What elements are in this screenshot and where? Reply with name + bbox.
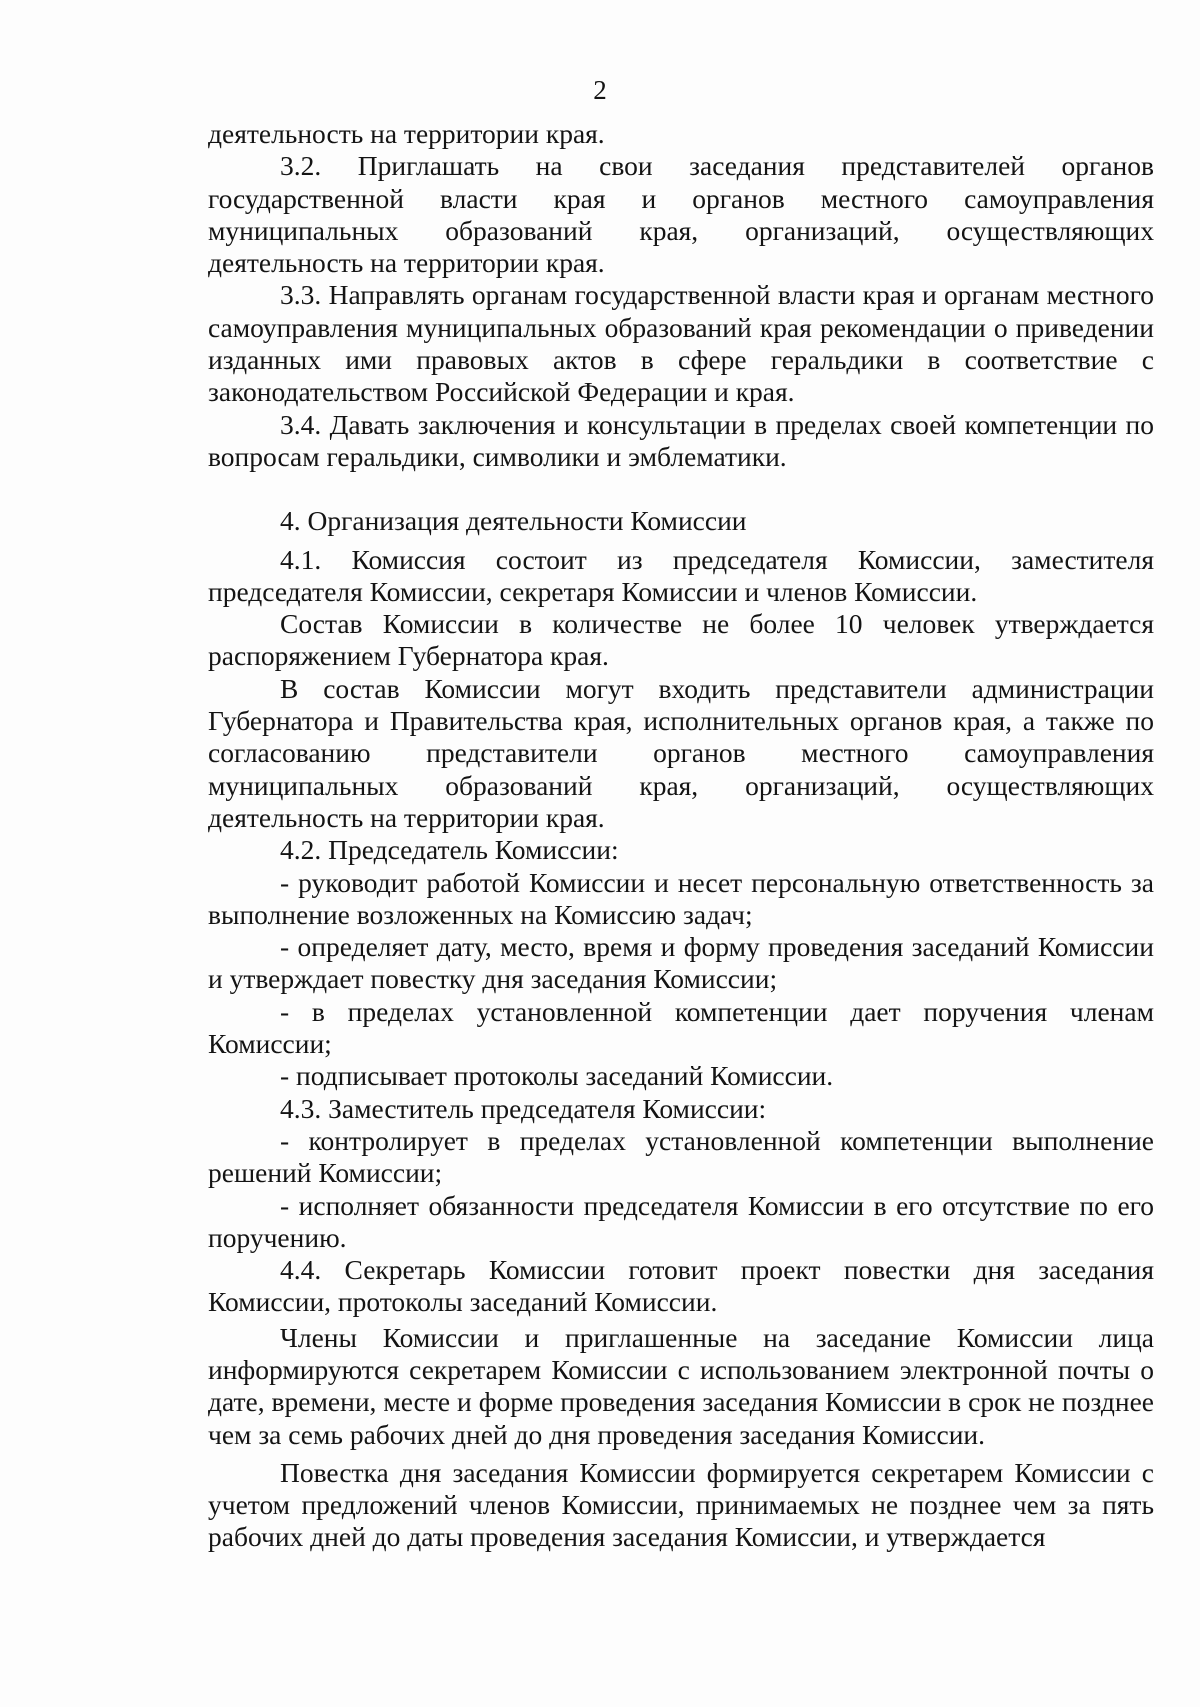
section-heading-4: 4. Организация деятельности Комиссии: [280, 505, 747, 537]
list-item-deputy-duty-1: - контролирует в пределах установленной компетенции выполнение решений Комиссии;: [208, 1124, 1154, 1189]
paragraph-continuation: деятельность на территории края.: [208, 118, 605, 149]
paragraph-4-4: 4.4. Секретарь Комиссии готовит проект повестки дня заседания Комиссии, протоколы заседаний Комиссии.: [208, 1254, 1154, 1318]
paragraph-notification: Члены Комиссии и приглашенные на заседание Комиссии лица информируются секретарем Комиссии с использованием электронной почты о дате, времени, месте и форме проведения заседания Комиссии в срок не позднее чем за семь рабочих дней до дня проведения заседания Комиссии.: [208, 1321, 1154, 1450]
paragraph-3-3: 3.3. Направлять органам государственной власти края и органам местного самоуправления муниципальных образований края рекомендации о приведении изданных ими правовых актов в сфере геральдики в соответствие с законодательством Российской Федерации и края.: [208, 279, 1154, 408]
list-item-deputy-duty-2: - исполняет обязанности председателя Комиссии в его отсутствие по его поручению.: [208, 1189, 1154, 1253]
paragraph-4-1: 4.1. Комиссия состоит из председателя Комиссии, заместителя председателя Комиссии, секретаря Комиссии и членов Комиссии.: [208, 543, 1154, 607]
list-item-chair-duty-4: - подписывает протоколы заседаний Комиссии.: [280, 1060, 834, 1092]
paragraph-4-3: 4.3. Заместитель председателя Комиссии:: [280, 1092, 767, 1124]
paragraph-composition: Состав Комиссии в количестве не более 10 человек утверждается распоряжением Губернатора края.: [208, 608, 1154, 672]
paragraph-3-2: 3.2. Приглашать на свои заседания представителей органов государственной власти края и органов местного самоуправления муниципальных образований края, организаций, осуществляющих деятельность на территории края.: [208, 150, 1154, 279]
list-item-chair-duty-1: - руководит работой Комиссии и несет персональную ответственность за выполнение возложенных на Комиссию задач;: [208, 866, 1154, 930]
list-item-chair-duty-2: - определяет дату, место, время и форму проведения заседаний Комиссии и утверждает повестку дня заседания Комиссии;: [208, 931, 1154, 995]
page-number: 2: [593, 75, 607, 105]
paragraph-agenda: Повестка дня заседания Комиссии формируется секретарем Комиссии с учетом предложений членов Комиссии, принимаемых не позднее чем за пять рабочих дней до даты проведения заседания Комиссии, и утверждается: [208, 1456, 1154, 1553]
paragraph-members: В состав Комиссии могут входить представители администрации Губернатора и Правительства края, исполнительных органов края, а также по согласованию представители органов местного самоуправления муниципальных образований края, организаций, осуществляющих деятельность на территории края.: [208, 672, 1154, 833]
paragraph-3-4: 3.4. Давать заключения и консультации в пределах своей компетенции по вопросам геральдики, символики и эмблематики.: [208, 408, 1154, 472]
list-item-chair-duty-3: - в пределах установленной компетенции дает поручения членам Комиссии;: [208, 995, 1154, 1060]
paragraph-4-2: 4.2. Председатель Комиссии:: [280, 834, 619, 866]
document-body: [208, 118, 1154, 1554]
